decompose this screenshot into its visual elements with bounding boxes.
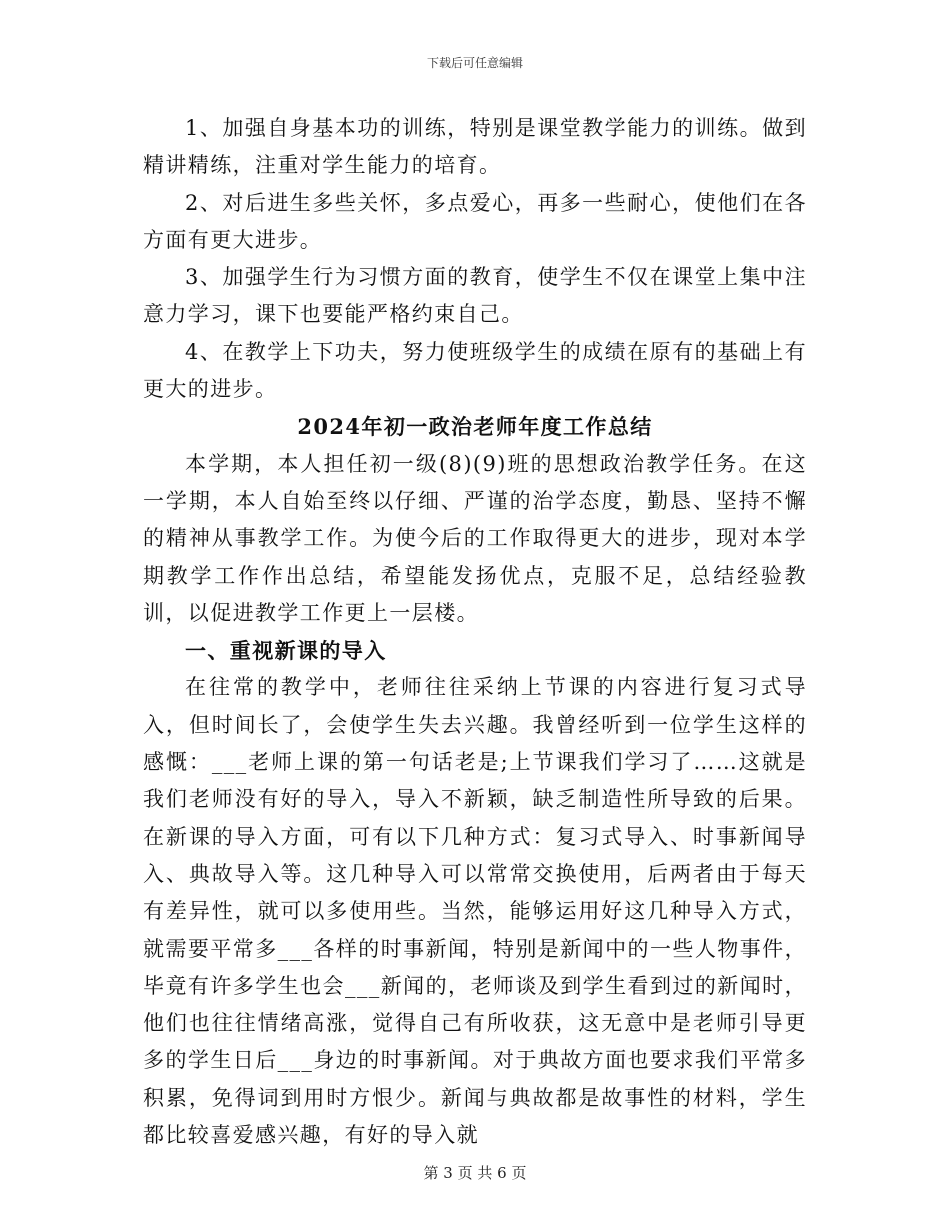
- body-paragraph: 在往常的教学中，老师往往采纳上节课的内容进行复习式导入，但时间长了，会使学生失去兴趣。我曾经听到一位学生这样的感慨：___老师上课的第一句话老是;上节课我们学习了……这就是我们老师没有好的导入，导入不新颖，缺乏制造性所导致的后果。在新课的导入方面，可有以下几种方式：复习式导入、时事新闻导入、典故导入等。这几种导入可以常常交换使用，后两者由于每天有差异性，就可以多使用些。当然，能够运用好这几种导入方式，就需要平常多___各样的时事新闻，特别是新闻中的一些人物事件，毕竟有许多学生也会___新闻的，老师谈及到学生看到过的新闻时，他们也往往情绪高涨，觉得自己有所收获，这无意中是老师引导更多的学生日后___身边的时事新闻。对于典故方面也要求我们平常多积累，免得词到用时方恨少。新闻与典故都是故事性的材料，学生都比较喜爱感兴趣，有好的导入就: [143, 675, 807, 1148]
- intro-paragraph: 本学期，本人担任初一级(8)(9)班的思想政治教学任务。在这一学期，本人自始至终以仔细、严谨的治学态度，勤恳、坚持不懈的精神从事教学工作。为使今后的工作取得更大的进步，现对本学期教学工作作出总结，希望能发扬优点，克服不足，总结经验教训，以促进教学工作更上一层楼。: [143, 451, 807, 625]
- section-heading: 一、重视新课的导入: [185, 638, 387, 664]
- list-item-3: 3、加强学生行为习惯方面的教育，使学生不仅在课堂上集中注意力学习，课下也要能严格约束自己。: [143, 265, 807, 327]
- header-note: 下载后可任意编辑: [426, 56, 523, 70]
- list-item-2: 2、对后进生多些关怀，多点爱心，再多一些耐心，使他们在各方面有更大进步。: [143, 190, 807, 252]
- document-title: 2024年初一政治老师年度工作总结: [297, 414, 653, 440]
- list-item-1: 1、加强自身基本功的训练，特别是课堂教学能力的训练。做到精讲精练，注重对学生能力的培育。: [143, 116, 807, 178]
- page-number: 第 3 页 共 6 页: [423, 1164, 527, 1182]
- document-body: [143, 110, 807, 1154]
- list-item-4: 4、在教学上下功夫，努力使班级学生的成绩在原有的基础上有更大的进步。: [143, 339, 807, 402]
